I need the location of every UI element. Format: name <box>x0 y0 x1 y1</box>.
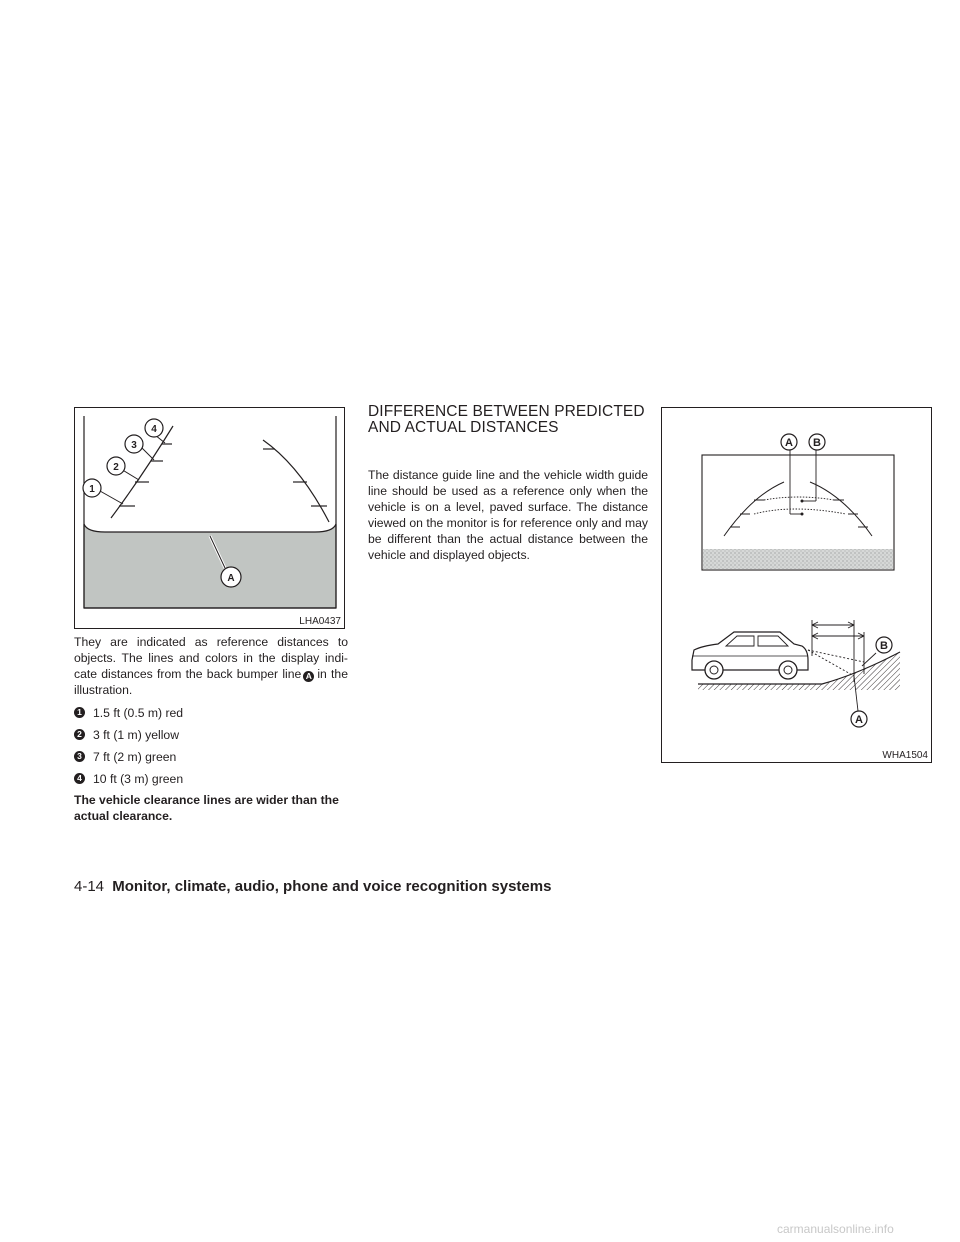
svg-text:1: 1 <box>89 484 95 495</box>
section-heading: DIFFERENCE BETWEEN PREDICTED AND ACTUAL DISTANCES <box>368 403 645 436</box>
car-icon <box>692 632 808 679</box>
section-title: Monitor, climate, audio, phone and voice recognition systems <box>112 878 552 895</box>
label-b-bottom <box>876 637 892 653</box>
svg-text:A: A <box>785 437 793 449</box>
label-a-bottom <box>851 711 867 727</box>
figure-lha0437 <box>74 407 345 629</box>
number-4-icon: 4 <box>74 773 85 784</box>
callout-4 <box>145 419 163 437</box>
number-2-icon: 2 <box>74 729 85 740</box>
number-3-icon: 3 <box>74 751 85 762</box>
svg-text:A: A <box>855 714 863 726</box>
monitor-bumper-area <box>703 549 893 569</box>
svg-text:3: 3 <box>131 440 137 451</box>
list-item: 3 7 ft (2 m) green <box>74 749 348 764</box>
left-column <box>74 634 348 824</box>
page-number: 4-14 <box>74 878 105 895</box>
marker-a-icon: A <box>303 671 314 682</box>
number-1-icon: 1 <box>74 707 85 718</box>
figure-code: WHA1504 <box>882 750 928 761</box>
svg-text:A: A <box>227 573 235 584</box>
clearance-note: The vehicle clearance lines are wider than the actual clearance. <box>74 793 339 823</box>
label-b-top <box>809 434 825 450</box>
svg-text:4: 4 <box>151 424 157 435</box>
rear-camera-guide-illustration <box>75 408 346 630</box>
watermark: carmanualsonline.info <box>777 1222 894 1236</box>
callout-a <box>221 567 241 587</box>
callout-2 <box>107 457 125 475</box>
svg-text:B: B <box>880 640 888 652</box>
figure-code: LHA0437 <box>299 616 341 627</box>
page-footer <box>74 878 551 895</box>
label-a-top <box>781 434 797 450</box>
svg-text:B: B <box>813 437 821 449</box>
list-item: 1 1.5 ft (0.5 m) red <box>74 705 348 720</box>
list-item: 4 10 ft (3 m) green <box>74 771 348 786</box>
figure-wha1504 <box>661 407 932 763</box>
svg-text:2: 2 <box>113 462 119 473</box>
list-item: 2 3 ft (1 m) yellow <box>74 727 348 742</box>
callout-3 <box>125 435 143 453</box>
intro-paragraph: They are indicated as reference distances to objects. The lines and colors in the display indi-cate distances from the back bumper line A in the illustration. <box>74 635 348 697</box>
section-body: The distance guide line and the vehicle width guide line should be used as a reference only when the vehicle is on a level, paved surface. The distance viewed on the monitor is for reference only and may be different than the actual distance between the vehicle and displayed objects. <box>368 468 648 562</box>
distance-difference-illustration <box>662 408 933 764</box>
right-guide-line <box>263 440 329 522</box>
callout-1 <box>83 479 101 497</box>
